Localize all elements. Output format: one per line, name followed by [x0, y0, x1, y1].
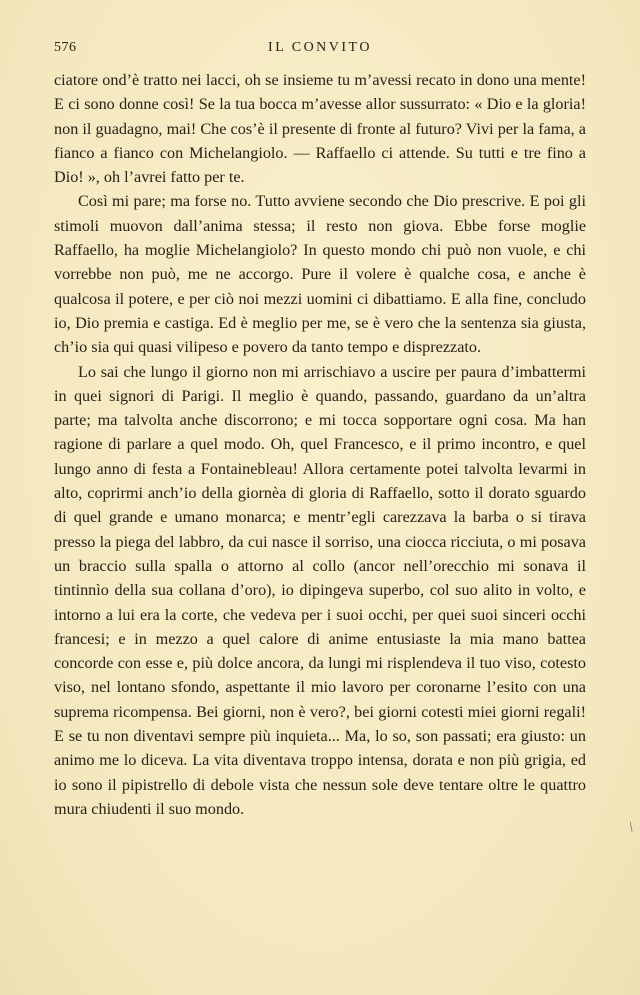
- body-text: [54, 68, 586, 821]
- running-title: IL CONVITO: [268, 40, 372, 55]
- paragraph: Così mi pare; ma forse no. Tutto avviene secondo che Dio prescrive. E poi gli stimoli muovon dall’anima stessa; il resto non giova. Ebbe forse moglie Raffaello, ha moglie Michelangiolo? In questo mondo chi può non vuole, e chi vorrebbe non può, me ne accorgo. Pure il volere è qualche cosa, e anche è qualcosa il potere, e per ciò noi mezzi uomini ci dibattiamo. E alla fine, concludo io, Dio premia e castiga. Ed è meglio per me, se è vero che la sentenza sia giusta, ch’io sia qui quasi vilipeso e povero da tanto tempo e disprezzato.: [54, 192, 586, 357]
- paragraph: Lo sai che lungo il giorno non mi arrischiavo a uscire per paura d’imbattermi in quei signori di Parigi. Il meglio è quando, passando, guardano da un’altra parte; ma talvolta anche discorrono; e mi tocca sopportare ogni cosa. Ma han ragione di parlare a quel modo. Oh, quel Francesco, e il primo incontro, e quel lungo anno di festa a Fontainebleau! Allora certamente potei talvolta levarmi in alto, coprirmi anch’io della giornèa di gloria di Raffaello, sotto il dorato sguardo di quel grande e umano monarca; e mentr’egli carezzava la barba o si tirava presso la piega del labbro, da cui nasce il sorriso, una ciocca ricciuta, o mi posava un braccio sulla spalla o attorno al collo (ancor nell’orecchio mi sonava il tintinnìo della sua collana d’oro), io dipingeva superbo, col suo alito in volto, e intorno a lui era la corte, che vedeva per i suoi occhi, per quei suoi sinceri occhi francesi; e in mezzo a quel calore di anime entusiaste la mia mano battea concorde con esse e, più dolce ancora, da lungi mi risplendeva il tuo viso, cotesto viso, nel lontano sfondo, aspettante il mio lavoro per coronarne l’esito con una suprema ricompensa. Bei giorni, non è vero?, bei giorni cotesti miei giorni regali! E se tu non diventavi sempre più inquieta... Ma, lo so, son passati; era giusto: un animo me lo diceva. La vita diventava troppo intensa, dorata e non più grigia, ed io sono il pipistrello di debole vista che nessun sole deve tentare oltre le quattro mura chiudenti il suo mondo.: [54, 362, 586, 818]
- margin-pencil-mark: /: [626, 820, 638, 836]
- page-number: 576: [54, 40, 77, 55]
- paragraph-continuation: ciatore ond’è tratto nei lacci, oh se insieme tu m’avessi recato in dono una mente! E ci sono donne così! Se la tua bocca m’avesse allor sussurrato: « Dio e la gloria! non il guadagno, mai! Che cos’è il presente di fronte al futuro? Vivi per la fama, a fianco a fianco con Michelangiolo. — Raffaello ci attende. Su tutti e tre fino a Dio! », oh l’avrei fatto per te.: [54, 71, 586, 187]
- page-header: [54, 40, 586, 62]
